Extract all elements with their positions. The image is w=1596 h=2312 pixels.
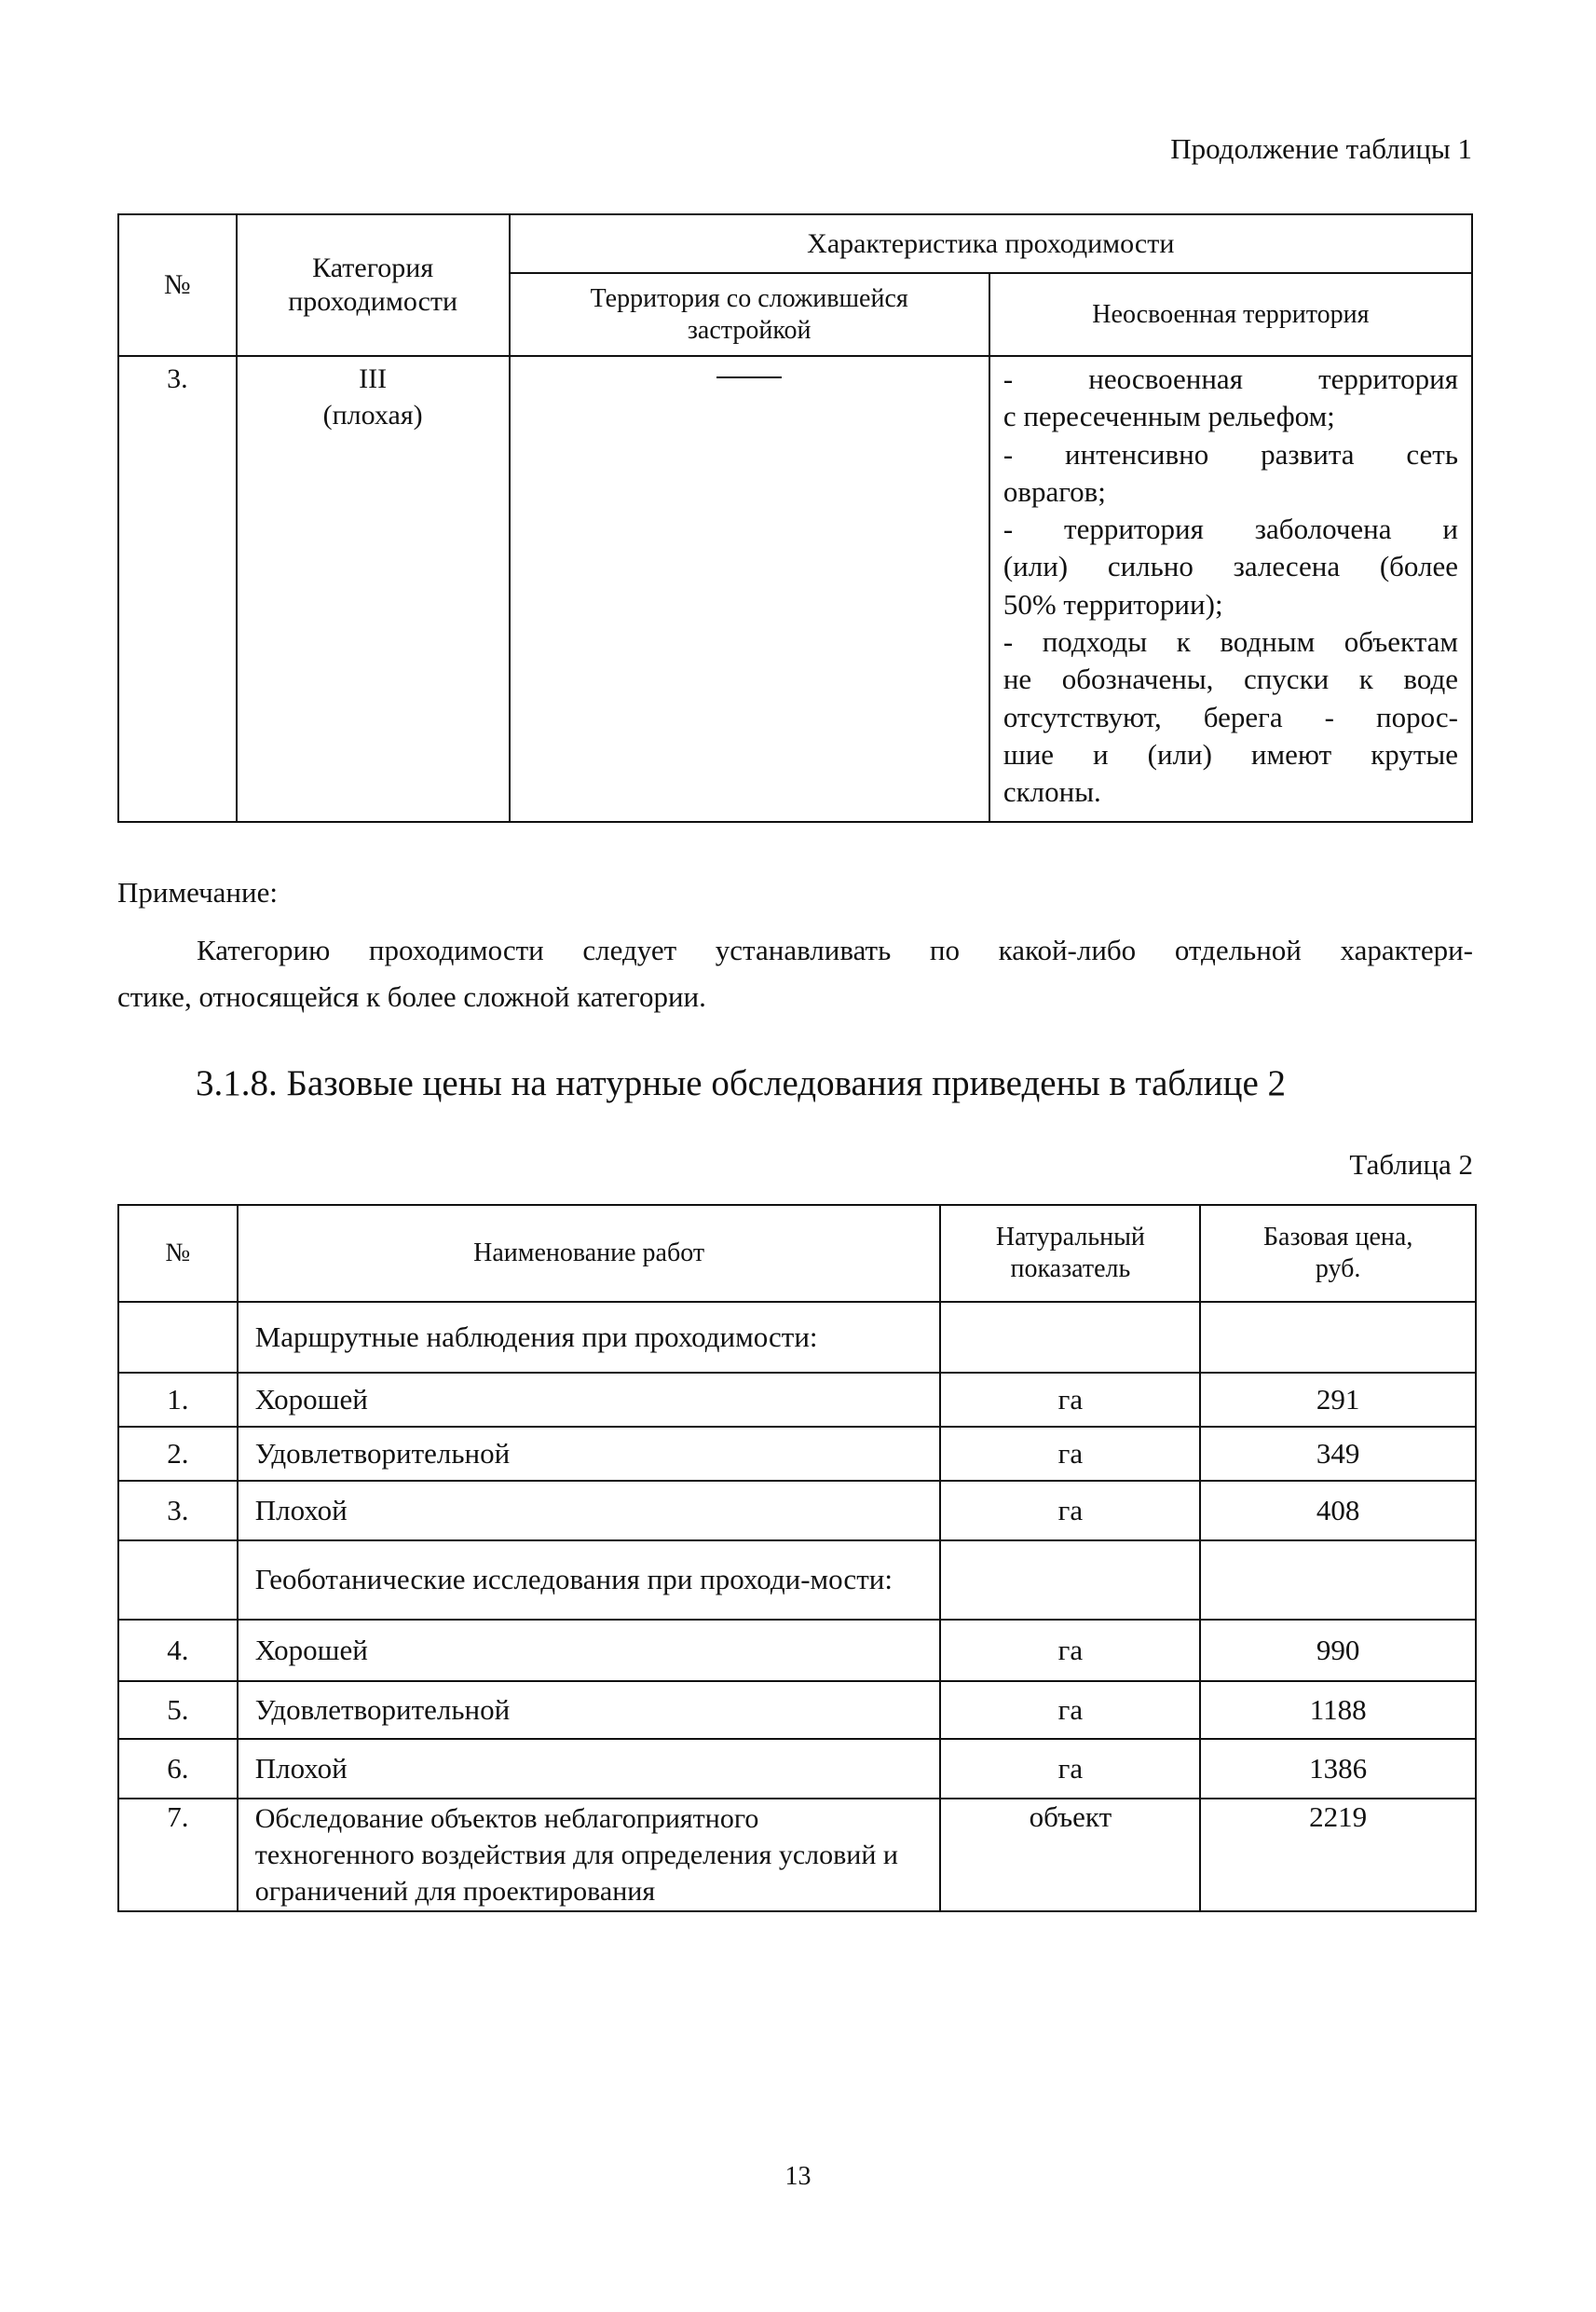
table1-header-category: Категория проходимости — [237, 214, 510, 356]
row-number: 6. — [118, 1739, 238, 1799]
note-line-1: Категорию проходимости следует устанавливать по какой-либо отдельной характери- — [197, 934, 1473, 966]
row-price: 2219 — [1200, 1799, 1476, 1911]
desc-line: - неосвоенная территория — [1003, 363, 1458, 395]
row-name: Плохой — [238, 1739, 941, 1799]
row-number — [118, 1540, 238, 1620]
passability-table — [117, 213, 1473, 823]
note-line-2: стике, относящейся к более сложной категории. — [117, 980, 706, 1013]
table-row — [118, 1481, 1476, 1540]
table-row — [118, 1302, 1476, 1373]
row-number — [118, 1302, 238, 1373]
table1-row-developed — [510, 356, 989, 822]
desc-line: оврагов; — [1003, 474, 1106, 508]
row-unit: га — [940, 1681, 1200, 1739]
table-row — [118, 1427, 1476, 1481]
table1-header-undeveloped: Неосвоенная территория — [989, 273, 1472, 356]
row-unit — [940, 1540, 1200, 1620]
row-unit — [940, 1302, 1200, 1373]
row-number: 3. — [118, 1481, 238, 1540]
row-number: 1. — [118, 1373, 238, 1427]
table-row — [118, 1739, 1476, 1799]
category-roman: III — [359, 363, 388, 394]
row-name: Геоботанические исследования при проходи-мости: — [238, 1540, 941, 1620]
row-number: 4. — [118, 1620, 238, 1681]
table1-header-number: № — [118, 214, 237, 356]
table1-row-category — [237, 356, 510, 822]
desc-line: с пересеченным рельефом; — [1003, 400, 1335, 433]
table1-row-number: 3. — [118, 356, 237, 822]
row-name: Маршрутные наблюдения при проходимости: — [238, 1302, 941, 1373]
table1-header-developed: Территория со сложившейся застройкой — [510, 273, 989, 356]
row-number: 7. — [118, 1799, 238, 1911]
desc-line: не обозначены, спуски к воде — [1003, 663, 1458, 696]
row-name: Плохой — [238, 1481, 941, 1540]
row-name: Удовлетворительной — [238, 1427, 941, 1481]
section-heading: 3.1.8. Базовые цены на натурные обследования приведены в таблице 2 — [196, 1063, 1287, 1103]
table-continuation-label: Продолжение таблицы 1 — [1170, 132, 1472, 165]
desc-line: - подходы к водным объектам — [1003, 625, 1458, 659]
row-name: Удовлетворительной — [238, 1681, 941, 1739]
row-number: 5. — [118, 1681, 238, 1739]
table-row — [118, 1681, 1476, 1739]
dash-mark — [716, 376, 782, 378]
table-row — [118, 1373, 1476, 1427]
table2-header-name: Наименование работ — [238, 1205, 941, 1302]
desc-line: шие и (или) имеют крутые — [1003, 737, 1458, 771]
row-name: Обследование объектов неблагоприятного техногенного воздействия для определения условий и ограничений для проектирования — [238, 1799, 941, 1911]
page-number: 13 — [784, 2162, 812, 2191]
table2-header-price: Базовая цена, руб. — [1200, 1205, 1476, 1302]
row-price: 1386 — [1200, 1739, 1476, 1799]
row-unit: га — [940, 1373, 1200, 1427]
table2-header-unit: Натуральный показатель — [940, 1205, 1200, 1302]
row-price — [1200, 1302, 1476, 1373]
base-prices-table — [117, 1204, 1477, 1912]
row-price: 291 — [1200, 1373, 1476, 1427]
desc-line: склоны. — [1003, 775, 1101, 809]
row-price: 1188 — [1200, 1681, 1476, 1739]
row-unit: га — [940, 1620, 1200, 1681]
table2-header-number: № — [118, 1205, 238, 1302]
table-row — [118, 1799, 1476, 1911]
table2-label: Таблица 2 — [1349, 1148, 1473, 1181]
row-name: Хорошей — [238, 1373, 941, 1427]
desc-line: - интенсивно развита сеть — [1003, 437, 1458, 471]
row-unit: га — [940, 1739, 1200, 1799]
note-title: Примечание: — [117, 876, 278, 909]
table-row — [118, 356, 1472, 822]
desc-line: (или) сильно залесена (более — [1003, 550, 1458, 583]
note-text — [117, 927, 1473, 1020]
table-row — [118, 1540, 1476, 1620]
row-price — [1200, 1540, 1476, 1620]
row-price: 990 — [1200, 1620, 1476, 1681]
desc-line: - территория заболочена и — [1003, 513, 1458, 546]
table1-header-characteristic: Характеристика проходимости — [510, 214, 1472, 273]
desc-line: отсутствуют, берега - порос- — [1003, 700, 1458, 733]
row-price: 349 — [1200, 1427, 1476, 1481]
row-unit: объект — [940, 1799, 1200, 1911]
row-price: 408 — [1200, 1481, 1476, 1540]
table1-row-undeveloped — [989, 356, 1472, 822]
category-name: (плохая) — [322, 400, 423, 431]
row-name: Хорошей — [238, 1620, 941, 1681]
table-row — [118, 1620, 1476, 1681]
desc-line: 50% территории); — [1003, 587, 1223, 621]
row-unit: га — [940, 1427, 1200, 1481]
row-unit: га — [940, 1481, 1200, 1540]
row-number: 2. — [118, 1427, 238, 1481]
